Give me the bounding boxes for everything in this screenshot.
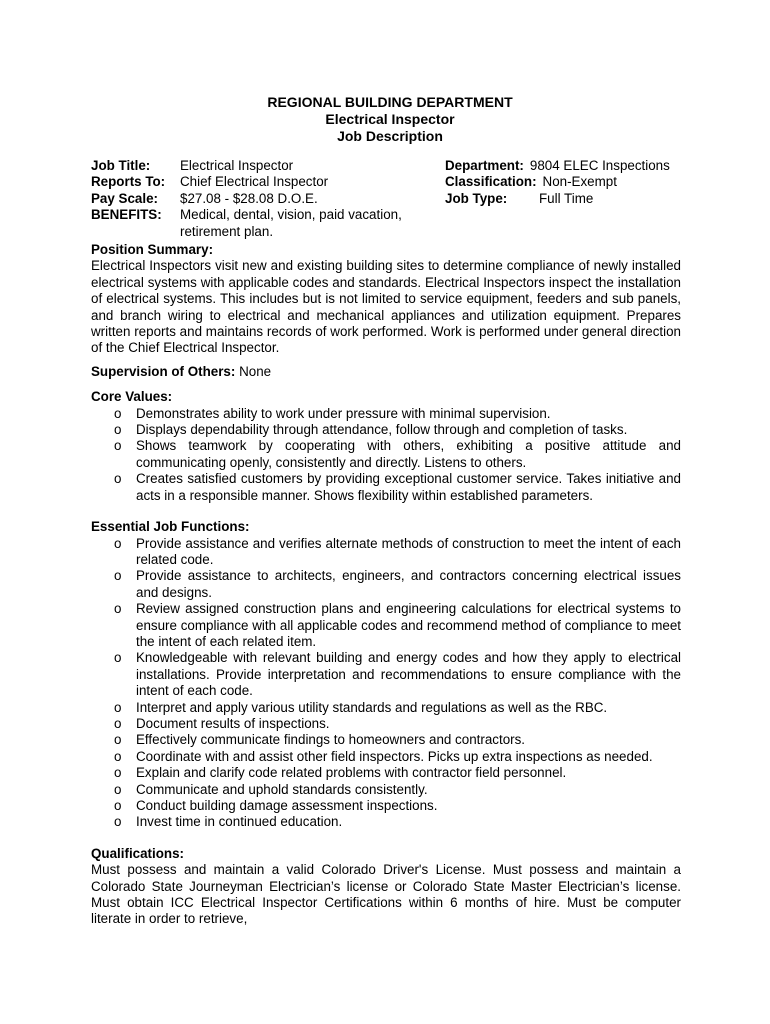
job-title-row xyxy=(91,158,421,174)
function-text: Review assigned construction plans and engineering calculations for electrical systems to ensure compliance with all applicable codes and recommend method of compliance to meet the intent of each related item. xyxy=(136,601,681,649)
function-text: Effectively communicate findings to homeowners and contractors. xyxy=(136,732,526,748)
reports-to-label: Reports To: xyxy=(91,174,166,190)
bullet-icon: o xyxy=(114,715,122,731)
classification-row xyxy=(445,174,685,190)
job-type-label: Job Type: xyxy=(445,190,508,206)
reports-to-row xyxy=(91,174,421,190)
bullet-icon: o xyxy=(114,601,122,617)
classification-value: Non-Exempt xyxy=(542,174,617,190)
function-text: Interpret and apply various utility standards and regulations as well as the RBC. xyxy=(136,699,608,715)
org-title: REGIONAL BUILDING DEPARTMENT xyxy=(267,94,513,110)
list-item xyxy=(91,798,681,814)
function-text: Conduct building damage assessment inspections. xyxy=(136,798,438,813)
position-summary-section xyxy=(91,242,681,357)
list-item xyxy=(91,601,681,650)
bullet-icon: o xyxy=(114,471,122,487)
title-block xyxy=(91,94,681,145)
job-title-label: Job Title: xyxy=(91,158,151,173)
function-text: Coordinate with and assist other field inspectors. Picks up extra inspections as needed. xyxy=(136,748,653,764)
list-item xyxy=(91,406,681,422)
list-item xyxy=(91,650,681,699)
qualifications-heading: Qualifications: xyxy=(91,845,185,861)
department-label: Department: xyxy=(445,158,524,173)
job-type-row xyxy=(445,191,685,207)
job-title-value: Electrical Inspector xyxy=(180,158,294,173)
position-summary-heading: Position Summary: xyxy=(91,242,214,257)
function-text: Document results of inspections. xyxy=(136,715,330,731)
position-summary-text: Electrical Inspectors visit new and existing building sites to determine compliance of newly installed electrical systems with applicable codes and standards. Electrical Inspectors inspect the installation of electrical systems. This includes but is not limited to service equipment, feeders and sub panels, and branch wiring to electrical and mechanical appliances and utilization equipment. Prepares written reports and maintains records of work performed. Work is performed under general direction of the Chief Electrical Inspector. xyxy=(91,258,681,356)
function-text: Knowledgeable with relevant building and energy codes and how they apply to electrical installations. Provide interpretation and recommendations to ensure compliance with the intent of each code. xyxy=(136,650,681,699)
core-values-section xyxy=(91,389,681,504)
essential-functions-heading: Essential Job Functions: xyxy=(91,519,250,535)
bullet-icon: o xyxy=(114,765,122,781)
pay-scale-row xyxy=(91,191,421,207)
essential-functions-section xyxy=(91,519,681,831)
function-text: Provide assistance and verifies alternate methods of construction to meet the intent of each related code. xyxy=(136,535,681,567)
job-meta xyxy=(91,158,681,246)
pay-scale-value: $27.08 - $28.08 D.O.E. xyxy=(180,190,318,206)
list-item xyxy=(91,700,681,716)
benefits-row xyxy=(91,207,421,223)
list-item xyxy=(91,814,681,830)
function-text: Communicate and uphold standards consistently. xyxy=(136,781,428,797)
job-meta-right xyxy=(445,158,685,207)
essential-functions-list xyxy=(91,536,681,831)
function-text: Provide assistance to architects, engineers, and contractors concerning electrical issues and designs. xyxy=(136,568,681,600)
core-value-text: Shows teamwork by cooperating with others, exhibiting a positive attitude and communicating openly, consistently and directly. Listens to others. xyxy=(136,438,681,470)
function-text: Invest time in continued education. xyxy=(136,814,343,830)
list-item xyxy=(91,536,681,569)
list-item xyxy=(91,716,681,732)
core-values-heading: Core Values: xyxy=(91,389,173,405)
qualifications-section xyxy=(91,846,681,928)
reports-to-value: Chief Electrical Inspector xyxy=(180,174,329,190)
bullet-icon: o xyxy=(114,438,122,454)
bullet-icon: o xyxy=(114,814,122,830)
function-text: Explain and clarify code related problems with contractor field personnel. xyxy=(136,765,567,781)
document-page xyxy=(91,94,681,928)
job-type-value: Full Time xyxy=(539,190,594,206)
classification-label: Classification: xyxy=(445,174,537,190)
list-item xyxy=(91,568,681,601)
department-value: 9804 ELEC Inspections xyxy=(529,158,670,173)
list-item xyxy=(91,471,681,504)
supervision-label: Supervision of Others: xyxy=(91,363,236,379)
department-row xyxy=(445,158,685,174)
supervision-value: None xyxy=(239,363,272,379)
bullet-icon: o xyxy=(114,798,122,813)
bullet-icon: o xyxy=(114,422,122,438)
core-value-text: Demonstrates ability to work under pressure with minimal supervision. xyxy=(136,405,551,421)
job-meta-left xyxy=(91,158,421,240)
core-value-text: Creates satisfied customers by providing exceptional customer service. Takes initiative and acts in a responsible manner. Shows flexibility within established parameters. xyxy=(136,471,681,503)
bullet-icon: o xyxy=(114,748,122,764)
list-item xyxy=(91,732,681,748)
bullet-icon: o xyxy=(114,405,122,421)
qualifications-text: Must possess and maintain a valid Colorado Driver's License. Must possess and maintain a Colorado State Journeyman Electrician’s license or Colorado State Master Electrician’s license. Must obtain ICC Electrical Inspector Certifications within 6 months of hire. Must be computer literate in order to retrieve, xyxy=(91,862,681,927)
position-title: Electrical Inspector xyxy=(325,111,455,127)
bullet-icon: o xyxy=(114,699,122,715)
pay-scale-label: Pay Scale: xyxy=(91,190,158,206)
list-item xyxy=(91,782,681,798)
benefits-value-continued: retirement plan. xyxy=(180,223,274,239)
bullet-icon: o xyxy=(114,568,122,584)
bullet-icon: o xyxy=(114,650,122,666)
list-item xyxy=(91,749,681,765)
bullet-icon: o xyxy=(114,535,122,551)
list-item xyxy=(91,438,681,471)
core-values-list xyxy=(91,406,681,504)
bullet-icon: o xyxy=(114,781,122,797)
list-item xyxy=(91,422,681,438)
doc-type-title: Job Description xyxy=(337,128,443,144)
list-item xyxy=(91,765,681,781)
bullet-icon: o xyxy=(114,732,122,748)
supervision-section xyxy=(91,364,681,380)
benefits-value: Medical, dental, vision, paid vacation, xyxy=(180,207,402,223)
benefits-label: BENEFITS: xyxy=(91,207,162,223)
core-value-text: Displays dependability through attendance, follow through and completion of tasks. xyxy=(136,422,628,438)
